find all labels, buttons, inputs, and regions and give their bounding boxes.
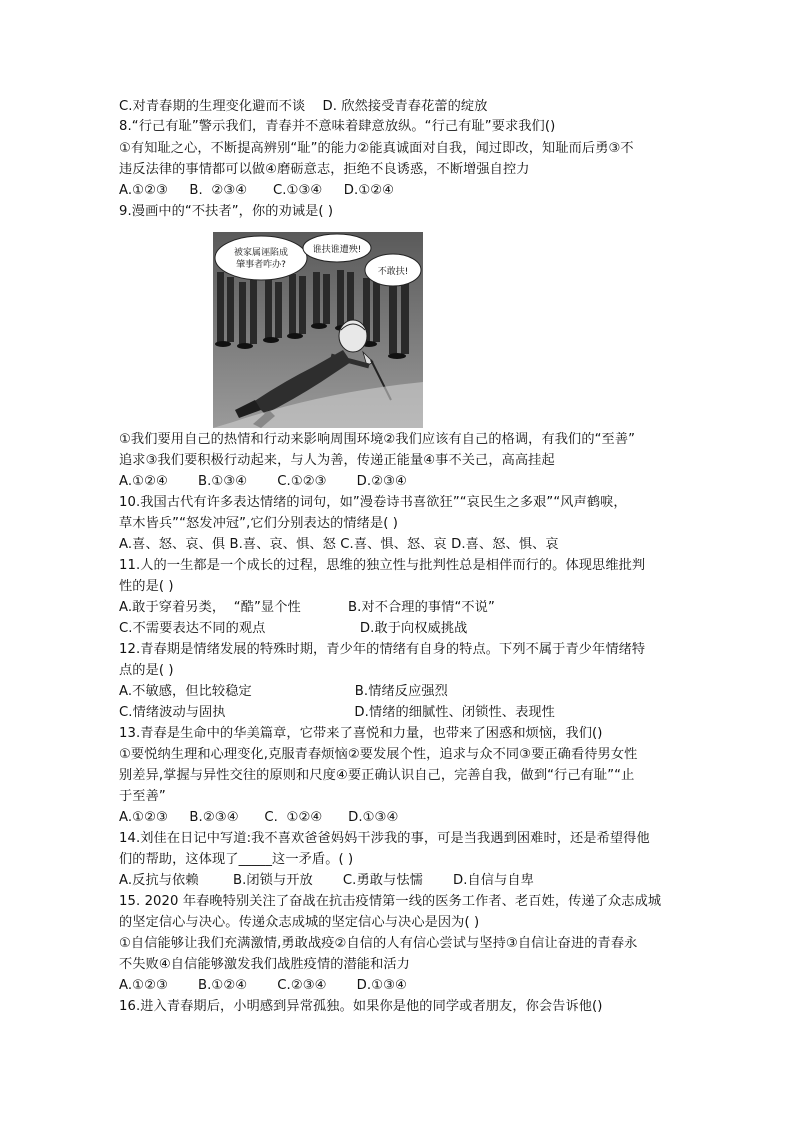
q13-statements-2: 别差异,掌握与异性交往的原则和尺度④要正确认识自己，完善自我，做到“行己有耻”“止 <box>119 768 635 783</box>
q11-stem-2: 性的是( ) <box>119 579 174 594</box>
bubble-left-line2: 肇事者咋办? <box>236 260 286 270</box>
q11-options-cd: C.不需要表达不同的观点 D.敢于向权威挑战 <box>119 621 468 636</box>
bubble-right-text: 不敢扶! <box>377 267 409 277</box>
q12-options-ab: A.不敏感，但比较稳定 B.情绪反应强烈 <box>119 684 448 699</box>
q12-options-cd: C.情绪波动与固执 D.情绪的细腻性、闭锁性、表现性 <box>119 705 555 720</box>
q9-options: A.①②④ B.①③④ C.①②③ D.②③④ <box>119 474 407 489</box>
q13-statements-1: ①要悦纳生理和心理变化,克服青春烦恼②要发展个性，追求与众不同③要正确看待男女性 <box>119 747 638 762</box>
cartoon-illustration <box>213 232 423 428</box>
q10-stem-1: 10.我国古代有许多表达情绪的词句，如”漫卷诗书喜欲狂”“哀民生之多艰”“风声鹤唳， <box>119 495 627 510</box>
q9-statements-2: 追求③我们要积极行动起来，与人为善，传递正能量④事不关己，高高挂起 <box>119 453 555 468</box>
q7-option-cd: C.对青春期的生理变化避而不谈 D. 欣然接受青春花蕾的绽放 <box>119 99 488 114</box>
q8-statements-1: ①有知耻之心，不断提高辨别“耻”的能力②能真诚面对自我，闻过即改，知耻而后勇③不 <box>119 141 634 156</box>
q14-options: A.反抗与依赖 B.闭锁与开放 C.勇敢与怯懦 D.自信与自卑 <box>119 873 534 888</box>
q10-options: A.喜、怒、哀、俱 B.喜、哀、惧、怒 C.喜、惧、怒、哀 D.喜、怒、惧、哀 <box>119 537 559 552</box>
q9-statements-1: ①我们要用自己的热情和行动来影响周围环境②我们应该有自己的格调，有我们的“至善” <box>119 432 636 447</box>
q15-stem-2: 的坚定信心与决心。传递众志成城的坚定信心与决心是因为( ) <box>119 915 480 930</box>
q13-stem: 13.青春是生命中的华美篇章，它带来了喜悦和力量，也带来了困惑和烦恼，我们() <box>119 726 603 741</box>
q12-stem-1: 12.青春期是情绪发展的特殊时期，青少年的情绪有自身的特点。下列不属于青少年情绪特 <box>119 642 646 657</box>
q12-stem-2: 点的是( ) <box>119 663 174 678</box>
speech-bubble-right <box>365 254 421 286</box>
q14-stem-1: 14.刘佳在日记中写道:我不喜欢爸爸妈妈干涉我的事，可是当我遇到困难时，还是希望得他 <box>119 831 650 846</box>
q13-statements-3: 于至善” <box>119 789 166 804</box>
q9-stem: 9.漫画中的“不扶者”，你的劝诫是( ) <box>119 204 334 219</box>
q15-options: A.①②③ B.①②④ C.②③④ D.①③④ <box>119 978 407 993</box>
q8-options: A.①②③ B. ②③④ C.①③④ D.①②④ <box>119 183 395 198</box>
q11-options-ab: A.敢于穿着另类， “酷”显个性 B.对不合理的事情“不说” <box>119 600 495 615</box>
q8-statements-2: 违反法律的事情都可以做④磨砺意志，拒绝不良诱惑，不断增强自控力 <box>119 162 530 177</box>
q15-statements-1: ①自信能够让我们充满激情,勇敢战疫②自信的人有信心尝试与坚持③自信让奋进的青春永 <box>119 936 638 951</box>
q13-options: A.①②③ B.②③④ C. ①②④ D.①③④ <box>119 810 399 825</box>
q8-stem: 8.“行己有耻”警示我们，青春并不意味着肆意放纵。“行己有耻”要求我们() <box>119 119 556 134</box>
q10-stem-2: 草木皆兵”“怒发冲冠”,它们分别表达的情绪是( ) <box>119 516 399 531</box>
q16-stem: 16.进入青春期后，小明感到异常孤独。如果你是他的同学或者朋友，你会告诉他() <box>119 999 603 1014</box>
bubble-left-line1: 被家属诬陷成 <box>233 248 289 258</box>
q15-stem-1: 15. 2020 年春晚特别关注了奋战在抗击疫情第一线的医务工作者、老百姓，传递了众志成城 <box>119 894 662 909</box>
q15-statements-2: 不失败④自信能够激发我们战胜疫情的潜能和活力 <box>119 957 410 972</box>
speech-bubble-middle <box>303 234 371 262</box>
bubble-middle-text: 谁扶谁遭殃! <box>312 245 362 255</box>
q11-stem-1: 11.人的一生都是一个成长的过程，思维的独立性与批判性总是相伴而行的。体现思维批判 <box>119 558 646 573</box>
q14-stem-2: 们的帮助，这体现了_____这一矛盾。( ) <box>119 852 354 867</box>
speech-bubble-left <box>215 236 307 280</box>
